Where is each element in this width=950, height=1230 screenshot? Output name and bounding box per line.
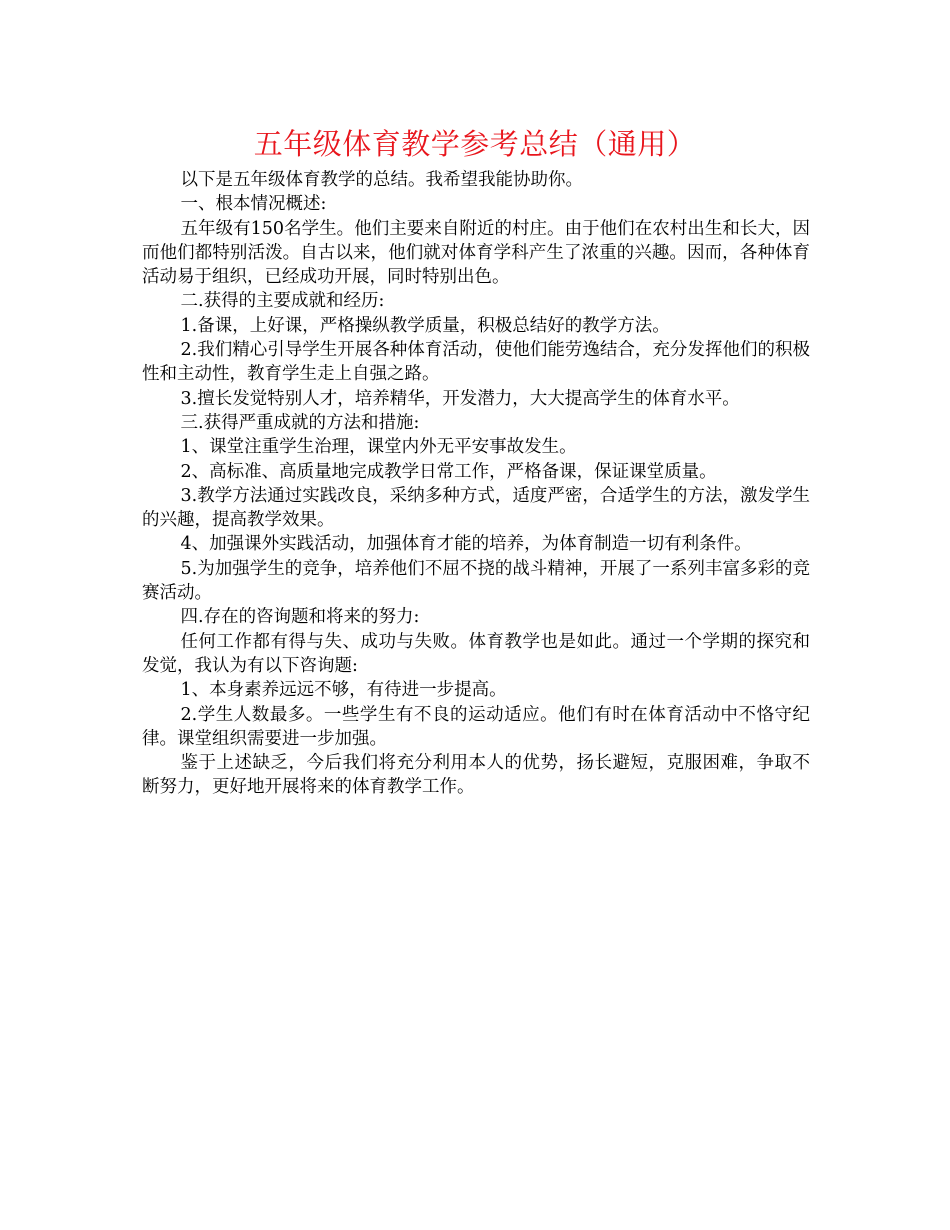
list-item: 2、高标准、高质量地完成教学日常工作，严格备课，保证课堂质量。 [180,461,717,482]
section-heading-1: 一、根本情况概述: [180,194,327,215]
list-item: 2.我们精心引导学生开展各种体育活动，使他们能劳逸结合，充分发挥他们的积极性和主动性，教育学生走上自强之路。 [142,340,810,385]
document-body [142,168,810,800]
paragraph: 鉴于上述缺乏，今后我们将充分利用本人的优势，扬长避短，克服困难，争取不断努力，更好地开展将来的体育教学工作。 [142,753,810,798]
section-heading-3: 三.获得严重成就的方法和措施: [180,412,420,433]
section-heading-2: 二.获得的主要成就和经历: [180,291,385,312]
section-heading-4: 四.存在的咨询题和将来的努力: [180,607,420,628]
list-item: 3.擅长发觉特别人才，培养精华，开发潜力，大大提高学生的体育水平。 [180,388,740,409]
list-item: 1、课堂注重学生治理，课堂内外无平安事故发生。 [180,437,577,458]
paragraph: 以下是五年级体育教学的总结。我希望我能协助你。 [180,170,583,190]
document-title: 五年级体育教学参考总结（通用） [253,127,697,161]
paragraph: 任何工作都有得与失、成功与失败。体育教学也是如此。通过一个学期的探究和发觉，我认为有以下咨询题: [142,631,810,676]
list-item: 1、本身素养远远不够，有待进一步提高。 [180,680,507,701]
list-item: 3.教学方法通过实践改良，采纳多种方式，适度严密，合适学生的方法，激发学生的兴趣，提高教学效果。 [142,485,810,531]
paragraph: 五年级有150名学生。他们主要来自附近的村庄。由于他们在农村出生和长大，因而他们都特别活泼。自古以来，他们就对体育学科产生了浓重的兴趣。因而，各种体育活动易于组织，已经成功开展，同时特别出色。 [142,218,810,288]
list-item: 5.为加强学生的竞争，培养他们不屈不挠的战斗精神，开展了一系列丰富多彩的竞赛活动。 [142,558,810,604]
list-item: 2.学生人数最多。一些学生有不良的运动适应。他们有时在体育活动中不恪守纪律。课堂组织需要进一步加强。 [142,704,810,749]
list-item: 1.备课，上好课，严格操纵教学质量，积极总结好的教学方法。 [180,315,670,336]
list-item: 4、加强课外实践活动，加强体育才能的培养，为体育制造一切有利条件。 [180,534,752,555]
